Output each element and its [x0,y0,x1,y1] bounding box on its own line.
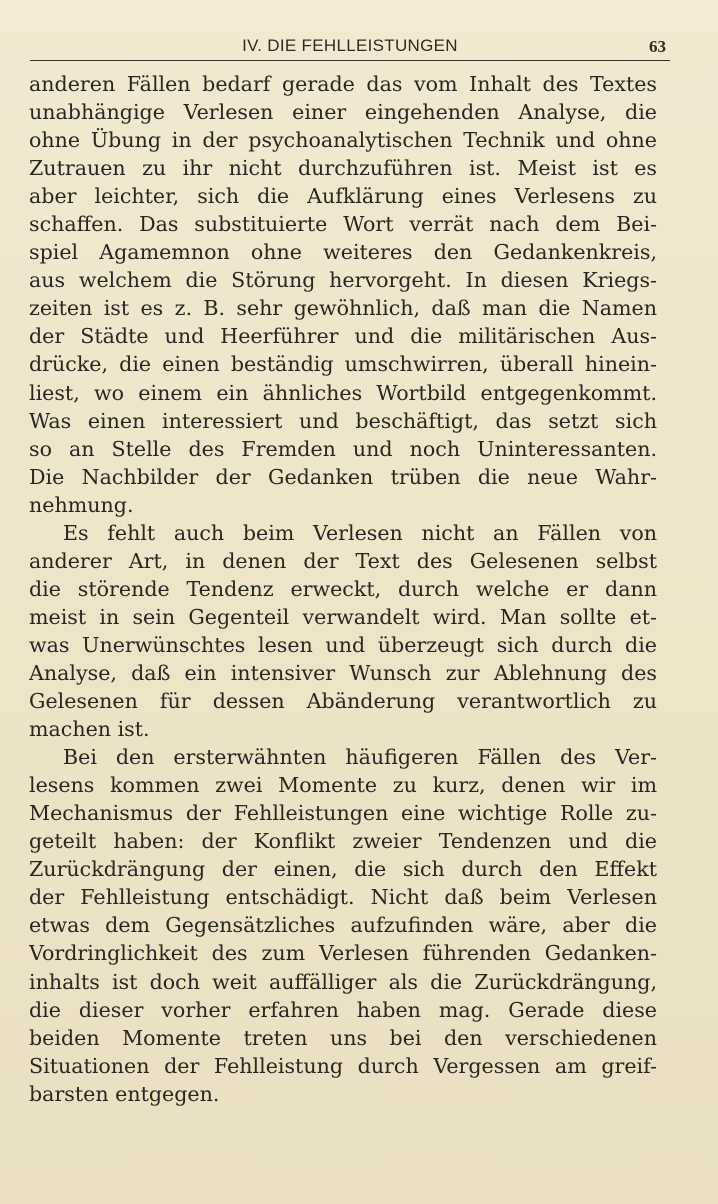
text-line: lesens kommen zwei Momente zu kurz, denen wir im [29,773,657,798]
text-line: drücke, die einen beständig umschwirren, überall hinein- [29,352,657,377]
text-line: der Städte und Heerführer und die militärischen Aus- [29,324,657,349]
text-line: ohne Übung in der psychoanalytischen Technik und ohne [29,128,657,153]
text-line: die dieser vorher erfahren haben mag. Gerade diese [29,997,657,1022]
running-header [30,34,670,61]
text-line: liest, wo einem ein ähnliches Wortbild entgegenkommt. [29,380,657,405]
text-line: meist in sein Gegenteil verwandelt wird. Man sollte et- [29,604,657,629]
text-line: beiden Momente treten uns bei den verschiedenen [29,1025,657,1050]
text-line: Bei den ersterwähnten häufigeren Fällen des Ver- [63,745,657,770]
text-line: geteilt haben: der Konflikt zweier Tendenzen und die [29,829,657,854]
text-line: Zurückdrängung der einen, die sich durch den Effekt [29,857,657,882]
text-line: Es fehlt auch beim Verlesen nicht an Fällen von [63,520,657,545]
text-line: machen ist. [29,717,150,742]
chapter-title: IV. DIE FEHLLEISTUNGEN [242,36,458,55]
text-line: Situationen der Fehlleistung durch Vergessen am greif- [29,1053,657,1078]
text-line: so an Stelle des Fremden und noch Uninteressanten. [29,436,657,461]
text-line: anderen Fällen bedarf gerade das vom Inhalt des Textes [29,72,657,96]
text-line: Was einen interessiert und beschäftigt, das setzt sich [29,408,657,433]
text-line: unabhängige Verlesen einer eingehenden Analyse, die [29,100,657,125]
text-line: Die Nachbilder der Gedanken trüben die neue Wahr- [29,464,657,489]
text-line: anderer Art, in denen der Text des Gelesenen selbst [29,548,657,573]
text-line: Zutrauen zu ihr nicht durchzuführen ist. Meist ist es [29,156,657,181]
text-line: inhalts ist doch weit auffälliger als die Zurückdrängung, [29,969,657,994]
text-line: der Fehlleistung entschädigt. Nicht daß beim Verlesen [29,885,657,910]
text-line: schaffen. Das substituierte Wort verrät nach dem Bei- [29,212,657,237]
text-line: spiel Agamemnon ohne weiteres den Gedankenkreis, [29,240,657,265]
text-line: etwas dem Gegensätzliches aufzufinden wäre, aber die [29,913,657,938]
text-line: barsten entgegen. [29,1081,220,1106]
text-line: Analyse, daß ein intensiver Wunsch zur Ablehnung des [29,660,657,685]
text-line: Mechanismus der Fehlleistungen eine wichtige Rolle zu- [29,801,657,826]
page-number: 63 [649,37,666,56]
text-line: aber leichter, sich die Aufklärung eines Verlesens zu [29,184,657,209]
text-line: aus welchem die Störung hervorgeht. In diesen Kriegs- [29,268,657,293]
text-line: nehmung. [29,492,134,517]
text-line: Gelesenen für dessen Abänderung verantwortlich zu [29,689,657,714]
text-line: was Unerwünschtes lesen und überzeugt sich durch die [29,632,657,657]
text-line: zeiten ist es z. B. sehr gewöhnlich, daß man die Namen [29,296,657,321]
text-line: die störende Tendenz erweckt, durch welche er dann [29,576,657,601]
body-text [29,70,657,1108]
text-line: Vordringlichkeit des zum Verlesen führenden Gedanken- [29,941,657,966]
